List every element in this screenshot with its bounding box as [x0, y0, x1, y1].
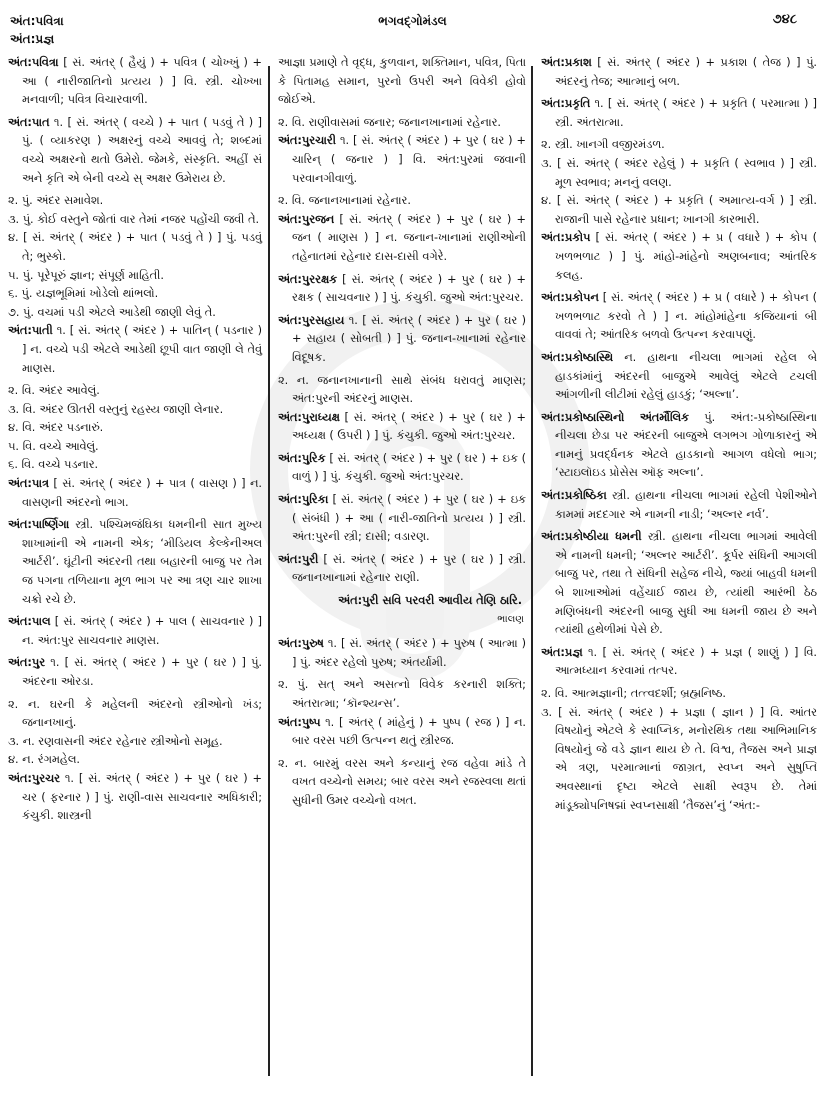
entry-sense: ૩. [ સં. અંતર્ ( અંદર રહેલું ) + પ્રકૃતિ ( સ્વભાવ ) ] સ્ત્રી. મૂળ સ્વભાવ; મનનું વલણ.: [541, 156, 817, 189]
dictionary-entry: [541, 409, 817, 483]
page-header: [0, 0, 825, 50]
entry-sense: ૪. ન. રંગમહેલ.: [8, 753, 81, 767]
entry-sense: ૬. પું. યજ્ઞભૂમિમાં ખોડેલો થાંભલો.: [8, 287, 159, 301]
entry-definition: ૧. [ અંતર્ ( માંહેનું ) + પુષ્પ ( રજ ) ] ન. બાર વરસ પછી ઉત્પન્ન થતું સ્ત્રીરજ.: [292, 715, 527, 748]
dictionary-entry: [541, 487, 817, 524]
entry-sense: ૩. વિ. અંદર ઊતરી વસ્તુનું રહસ્ય જાણી લેનાર.: [8, 402, 224, 416]
entry-headword: અંત:પ્રકોપ: [541, 231, 591, 245]
entry-sense: ૨. વિ. આત્મજ્ઞાની; તત્ત્વદર્શી; બ્રહ્મનિષ્ઠ.: [541, 687, 726, 700]
column-2: [278, 54, 526, 811]
entry-sense: ૨. પું. સત્ અને અસત્નો વિવેક કરનારી શક્તિ; અંતરાત્મા; ‘કૉન્શ્યન્સ’.: [278, 678, 526, 710]
entry-definition: ૧. [ સં. અંતર્ ( અંદર ) + પ્રજ્ઞ ( શાણું ) ] વિ. આત્મધ્યાન કરવામાં તત્પર.: [555, 645, 818, 678]
dictionary-entry: [278, 312, 526, 368]
column-divider: [268, 66, 270, 1076]
entry-definition: [ સં. અંતર્ ( અંદર ) + પ્રકાશ ( તેજ ) ] પું. અંદરનું તેજ; આત્માનું બળ.: [555, 56, 818, 88]
entry-sense: ૫. પું. પૂરેપૂરું જ્ઞાન; સંપૂર્ણ માહિતી.: [8, 268, 164, 282]
entry-headword: અંત:પુરિક: [278, 451, 326, 465]
column-divider: [531, 66, 533, 1076]
dictionary-entry: [8, 613, 262, 650]
dictionary-entry: [541, 289, 817, 345]
entry-definition: આજ્ઞા પ્રમાણે તે વૃદ્ધ, કુળવાન, શક્તિમાન, પવિત્ર, પિતા કે પિતામહ સમાન, પુરનો ઉપરી અને વિવેકી હોવો જોઈએ.: [278, 56, 526, 107]
entry-definition: સ્ત્રી. હાથના નીચલા ભાગમાં આવેલી એ નામની ધમની; ‘અલ્નર આર્ટરી’. કૂર્પર સંધિની આગલી બાજુ પર, તથા તે સંધિની સહેજ નીચે, જ્યાં બાહવી ધમની બે શાખાઓમાં વહેંચાઈ જાય છે, ત્યાંથી આરંભી ઠેઠ મણિબંધની અંદરની બાજુ સુધી આ ધમની જાય છે અને ત્યાંથી હથેળીમાં પેસે છે.: [555, 530, 818, 637]
dictionary-entry: [541, 528, 817, 640]
entry-headword: અંત:પ્રકોપન: [541, 291, 599, 305]
entry-headword: અંત:પ્રકૃતિ: [541, 97, 591, 111]
entry-definition: [ સં. અંતર્ ( અંદર ) + પ્ર ( વધારે ) + કોપન ( ખળભળાટ કરવો તે ) ] ન. માંહોમાંહેના કજિયાનાં બી વાવવાં તે; આંતરિક બળવો ઉત્પન્ન કરવાપણું.: [555, 291, 817, 342]
entry-sense: ૩. ન. રણવાસની અંદર રહેનાર સ્ત્રીઓનો સમૂહ.: [8, 734, 223, 748]
entry-headword: અંત:પુર: [8, 656, 46, 670]
entry-headword: અંત:પુરચર: [8, 771, 60, 785]
entry-headword: અંત:પુરજન: [278, 212, 335, 226]
entry-sense: ૭. પું. વચમાં પડી એટલે આડેથી જાણી લેવું તે.: [8, 305, 216, 319]
entry-headword: અંત:પાત્ર: [8, 477, 49, 491]
dictionary-entry: [541, 95, 817, 132]
entry-definition: ૧. [ સં. અંતર્ ( અંદર ) + પાતિન્ ( પડનાર ) ] ન. વચ્ચે પડી એટલે આડેથી છૂપી વાત જાણી લે તેવું માણસ.: [22, 324, 262, 375]
column-1: [8, 54, 262, 830]
dictionary-entry: [278, 54, 526, 110]
entry-definition: [ સં. અંતર્ ( અંદર ) + પાત્ર ( વાસણ ) ] ન. વાસણની અંદરનો ભાગ.: [22, 477, 262, 509]
dictionary-entry: [8, 475, 262, 512]
entry-headword: અંત:પુરિકા: [278, 493, 329, 507]
entry-headword: અંત:પુરસહાય: [278, 313, 345, 327]
column-3: [541, 54, 817, 815]
entry-sense: ૪. વિ. અંદર પડનારું.: [8, 421, 104, 435]
entry-sense: ૩. [ સં. અંતર્ ( અંદર ) + પ્રજ્ઞા ( જ્ઞાન ) ] વિ. આંતર વિષયોનું એટલે કે સ્વાપ્નિક, મનોરથિક તથા આભિમાનિક વિષયોનું જે વડે જ્ઞાન થાય છે તે. વિશ્વ, તૈજસ અને પ્રાજ્ઞ એ ત્રણ, પરમાત્માનાં જાગ્રત, સ્વપ્ન અને સુષુપ્તિ અવસ્થાનાં દૃષ્ટા એટલે સાક્ષી સ્વરૂપ છે. તેમાં માંડૂક્યોપનિષદ્માં સ્વપ્નસાક્ષી ‘તૈજસ’નું ‘અંત:-: [541, 705, 817, 812]
entry-headword: અંત:પુરુષ: [278, 637, 324, 651]
entry-headword: અંત:પ્રકોષ્ઠિકા: [541, 489, 607, 503]
entry-definition: ન. હાથના નીચલા ભાગમાં રહેલ બે હાડકાંમાંનું અંદરની બાજુએ આવેલું એટલે ટચલી આંગળીની લીટીમાં રહેલું હાડકું; ‘અલ્ના’.: [555, 350, 817, 402]
entry-headword: અંત:પાર્ષ્ણિગા: [8, 518, 70, 532]
entry-headword: અંત:પુષ્પ: [278, 715, 321, 729]
dictionary-entry: [8, 54, 262, 110]
dictionary-entry: [278, 211, 526, 267]
entry-headword: અંત:પુરી: [278, 552, 319, 566]
entry-headword: અંત:પ્રકોષ્ઠાસ્થિ: [541, 350, 614, 364]
entry-headword: અંત:પ્રકોષ્ઠીયા ધમની: [541, 530, 642, 544]
quotation-source: ભાલણ: [497, 613, 524, 625]
entry-sense: ૨. વિ. રાણીવાસમાં જનાર; જનાનખાનામાં રહેનાર.: [278, 115, 502, 129]
entry-sense: ૨. ન. ઘરની કે મહેલની અંદરનો સ્ત્રીઓનો ખંડ; જનાનખાનું.: [8, 697, 262, 730]
entry-sense: ૨. વિ. જનાનખાનામાં રહેનાર.: [278, 194, 411, 208]
entry-definition: [ સં. અંતર્ ( હૈયું ) + પવિત્ર ( ચોખ્ખું ) + આ ( નારીજાતિનો પ્રત્યય ) ] વિ. સ્ત્રી. ચોખ્ખા મનવાળી; પવિત્ર વિચારવાળી.: [22, 56, 262, 107]
entry-sense: ૫. વિ. વચ્ચે આવેલું.: [8, 439, 99, 453]
entry-sense: ૪. [ સં. અંતર્ ( અંદર ) + પાત ( પડવું તે ) ] પું. પડવું તે; ભુસ્કો.: [8, 231, 262, 263]
entry-definition: [ સં. અંતર્ ( અંદર ) + પુર ( ઘર ) ] સ્ત્રી. જનાનખાનામાં રહેનાર રાણી.: [292, 552, 527, 585]
entry-headword: અંત:પાત: [8, 115, 50, 129]
entry-definition: ૧. [ સં. અંતર્ ( અંદર ) + પુરુષ ( આત્મા ) ] પું. અંદર રહેલો પુરુષ; અંતર્યામી.: [292, 637, 526, 669]
guide-word-top: અંત:પવિત્રા: [10, 14, 64, 28]
entry-sense: ૨. પું. અંદર સમાવેશ.: [8, 194, 104, 208]
dictionary-entry: [8, 114, 262, 188]
entry-headword: અંત:પ્રકોષ્ઠાસ્થિનો અંતર્મૌલિક: [541, 410, 690, 424]
dictionary-entry: [278, 551, 526, 588]
entry-definition: પું. અંત:-પ્રકોષ્ઠાસ્થિના નીચલા છેડા પર અંદરની બાજુએ લગભગ ગોળાકારનું એ નામનું પ્રવર્દ્ધનક એટલે હાડકાનો આગળ વધેલો ભાગ; ‘સ્ટાઇલૉઇડ પ્રોસેસ ઑફ અલ્ના’.: [555, 410, 818, 480]
dictionary-entry: [278, 714, 526, 751]
dictionary-entry: [8, 770, 262, 826]
dictionary-entry: [278, 132, 526, 188]
entry-definition: [ સં. અંતર્ ( અંદર ) + પુર ( ઘર ) + રક્ષક ( સાચવનાર ) ] પું. કંચુકી. જુઓ અંત:પુરચર.: [292, 272, 526, 305]
dictionary-entry: [278, 635, 526, 672]
dictionary-entry: [278, 491, 526, 547]
entry-definition: [ સં. અંતર્ ( અંદર ) + પુર ( ઘર ) + ઇક ( સંબંધી ) + આ ( નારી-જાતિનો પ્રત્યય ) ] સ્ત્રી. અંત:પુરની સ્ત્રી; દાસી; વડારણ.: [292, 493, 526, 544]
entry-sense: ૨. સ્ત્રી. ખાનગી વજીરમંડળ.: [541, 138, 665, 152]
entry-definition: [ સં. અંતર્ ( અંદર ) + પુર ( ઘર ) + જન ( માણસ ) ] ન. જનાન-ખાનામાં રાણીઓની તહેનાતમાં રહેનાર દાસ-દાસી વગેરે.: [292, 212, 526, 263]
dictionary-entry: [541, 349, 817, 405]
entry-sense: ૨. ન. જનાનખાનાની સાથે સંબંધ ધરાવતું માણસ; અંત:પુરની અંદરનું માણસ.: [278, 373, 526, 406]
entry-quotation: અંત:પુરી સવિ પરવરી આવીય તેણિ ઠારિ.: [338, 594, 522, 608]
dictionary-entry: [278, 409, 526, 446]
entry-definition: [ સં. અંતર્ ( અંદર ) + પુર ( ઘર ) + ઇક ( વાળું ) ] પું. કંચુકી. જુઓ અંત:પુરચર.: [292, 451, 526, 484]
entry-headword: અંત:પાતી: [8, 324, 53, 338]
entry-definition: [ સં. અંતર્ ( અંદર ) + પ્ર ( વધારે ) + કોપ ( ખળભળાટ ) ] પું. માંહો-માંહેનો અણબનાવ; આંતરિક કલહ.: [555, 231, 817, 282]
entry-definition: ૧. [ સં. અંતર્ ( અંદર ) + પુર ( ઘર ) + ચારિન્ ( જનાર ) ] વિ. અંત:પુરમાં જવાની પરવાનગીવાળું.: [292, 134, 527, 185]
entry-headword: અંત:પવિત્રા: [8, 56, 59, 69]
dictionary-entry: [541, 229, 817, 285]
entry-sense: ૬. વિ. વચ્ચે પડનાર.: [8, 458, 99, 472]
entry-headword: અંત:પ્રકાશ: [541, 56, 592, 69]
entry-definition: ૧. [ સં. અંતર્ ( વચ્ચે ) + પાત ( પડવું તે ) ] પું. ( વ્યાકરણ ) અક્ષરનું વચ્ચે આવવું તે; શબ્દમાં વચ્ચે અક્ષરનો થતો ઉમેરો. જેમકે, સંસ્કૃતિ. અહીં સં અને કૃતિ એ બેની વચ્ચે સ્ અક્ષર ઉમેરાય છે.: [22, 115, 262, 185]
entry-sense: ૨. વિ. અંદર આવેલું.: [8, 384, 100, 398]
entry-headword: અંત:પુરચારી: [278, 134, 336, 148]
entry-definition: સ્ત્રી. પશ્ચિમજંઘિકા ધમનીની સાત મુખ્ય શાખામાંની એ નામની એક; ‘મીડિયલ કેલ્કેનીઅલ આર્ટરી’. ઘૂંટીની અંદરની તથા બહારની બાજુ પર તેમ જ પગના તળિયાના મૂળ ભાગ પર આ ત્રણ ચાર શાખા ચક્રો રચે છે.: [22, 518, 262, 606]
entry-definition: [ સં. અંતર્ ( અંદર ) + પુર ( ઘર ) + અધ્યક્ષ ( ઉપરી ) ] પું. કંચુકી. જુઓ અંત:પુરચર.: [292, 410, 526, 443]
entry-definition: સ્ત્રી. હાથના નીચલા ભાગમાં રહેલી પેશીઓને કામમાં મદદગાર એ નામની નાડી; ‘અલ્નર નર્વ’.: [555, 489, 817, 521]
entry-sense: ૨. ન. બારમું વરસ અને કન્યાનું રજ વહેવા માંડે તે વખત વચ્ચેનો સમય; બાર વરસ અને રજસ્વલા થતાં સુધીની ઉમર વચ્ચેનો વખત.: [278, 756, 526, 807]
entry-definition: ૧. [ સં. અંતર્ ( અંદર ) + પુર ( ઘર ) + ચર ( ફરનાર ) ] પું. રાણી-વાસ સાચવનાર અધિકારી; કંચુકી. શાસ્ત્રની: [22, 771, 263, 823]
entry-sense: ૩. પું. કોઈ વસ્તુને જોતાં વાર તેમાં નજર પહોંચી જવી તે.: [8, 212, 260, 226]
entry-headword: અંત:પુરાધ્યક્ષ: [278, 410, 340, 424]
guide-word-bottom: અંત:પ્રજ્ઞ: [10, 32, 55, 46]
running-title: ભગવદ્ગોમંડલ: [378, 14, 447, 28]
entry-sense: ૪. [ સં. અંતર્ ( અંદર ) + પ્રકૃતિ ( અમાત્ય-વર્ગ ) ] સ્ત્રી. રાજાની પાસે રહેનાર પ્રધાન; ખાનગી કારભારી.: [541, 194, 817, 226]
entry-headword: અંત:પુરરક્ષક: [278, 272, 338, 286]
entry-headword: અંત:પ્રજ્ઞ: [541, 645, 583, 659]
dictionary-entry: [8, 322, 262, 378]
entry-definition: ૧. [ સં. અંતર્ ( અંદર ) + પુર ( ઘર ) ] પું. અંદરના ઓરડા.: [22, 656, 262, 688]
entry-definition: ૧. [ સં. અંતર્ ( અંદર ) + પુર ( ઘર ) + સહાય ( સોબતી ) ] પું. જનાન-ખાનામાં રહેનાર વિદૂષક.: [292, 313, 526, 364]
dictionary-columns: [0, 54, 825, 1094]
dictionary-entry: [278, 271, 526, 308]
entry-definition: ૧. [ સં. અંતર્ ( અંદર ) + પ્રકૃતિ ( પરમાત્મા ) ] સ્ત્રી. અંતરાત્મા.: [555, 97, 817, 129]
dictionary-entry: [541, 644, 817, 681]
entry-headword: અંત:પાલ: [8, 615, 51, 629]
dictionary-entry: [8, 516, 262, 609]
dictionary-entry: [278, 450, 526, 487]
entry-definition: [ સં. અંતર્ ( અંદર ) + પાલ ( સાચવનાર ) ] ન. અંત:પુર સાચવનાર માણસ.: [22, 615, 262, 647]
dictionary-entry: [541, 54, 817, 91]
dictionary-entry: [8, 654, 262, 691]
page-number: ૭૪૮: [772, 12, 797, 27]
